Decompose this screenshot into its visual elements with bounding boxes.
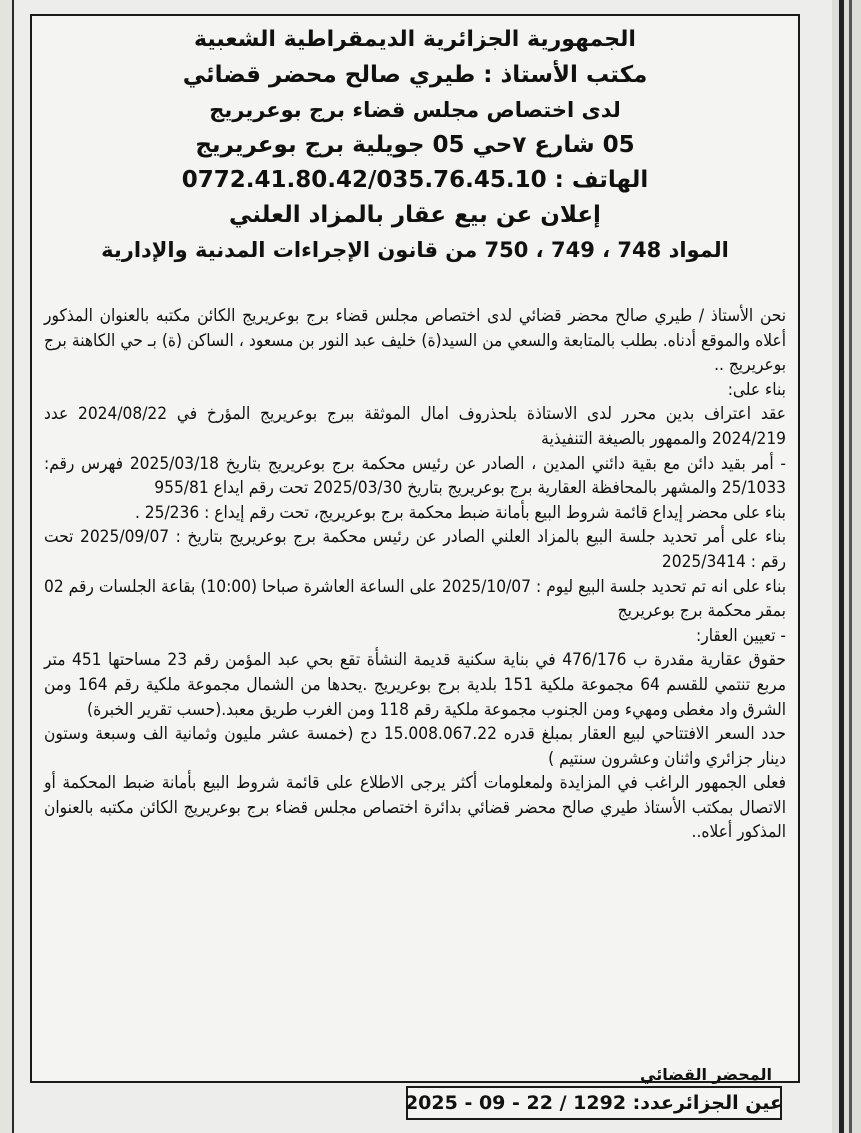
paragraph-creditor-order: - أمر بقيد دائن مع بقية دائني المدين ، الصادر عن رئيس محكمة برج بوعريريج بتاريخ 2025/03/18 فهرس رقم: 25/1033 والمشهر بالمحافظة العقارية برج بوعريريج بتاريخ 2025/03/30 تحت رقم ايداع 955/81 (44, 453, 786, 499)
paragraph-public-notice: فعلى الجمهور الراغب في المزايدة ولمعلومات أكثر يرجى الاطلاع على قائمة شروط البيع بأمانة ضبط المحكمة أو الاتصال بمكتب الأستاذ طيري صالح محضر قضائي بدائرة اختصاص مجلس قضاء برج بوعريريج الكائن مكتبه بالعنوان المذكور أعلاه.. (44, 773, 786, 843)
address-line: 05 شارع ٧حي 05 جويلية برج بوعريريج (195, 132, 635, 158)
newspaper-issue-box: عين الجزائرعدد: 1292 / 22 - 09 - 2025 (406, 1086, 782, 1120)
republic-title: الجمهورية الجزائرية الديمقراطية الشعبية (194, 27, 636, 52)
paragraph-session-order: بناء على أمر تحديد جلسة البيع بالمزاد العلني الصادر عن رئيس محكمة برج بوعريريج بتاريخ : 2025/09/07 تحت رقم : 2025/3414 (44, 527, 787, 572)
adjacent-column-rule (849, 0, 852, 1133)
jurisdiction-line: لدى اختصاص مجلس قضاء برج بوعريريج (209, 98, 621, 122)
announcement-frame (30, 14, 800, 1083)
bailiff-signature: المحضر القضائي (640, 1065, 773, 1084)
paragraph-property-description: حقوق عقارية مقدرة ب 476/176 في بناية سكنية قديمة النشأة تقع بحي عبد المؤمن رقم 23 مساحتها 451 متر مربع تنتمي للقسم 64 مجموعة ملكية 151 بلدية برج بوعريريج .يحدها من الشمال مجموعة ملكية رقم 164 ومن الشرق واد مغطى ومهيء ومن الجنوب مجموعة ملكية رقم 118 ومن الغرب طريق معبد.(حسب تقرير الخبرة) (44, 650, 786, 720)
paragraph-conditions-deposit: بناء على محضر إيداع قائمة شروط البيع بأمانة ضبط محكمة برج بوعريريج، تحت رقم إيداع : 25/236 . (134, 502, 786, 523)
paragraph-opening-price: حدد السعر الافتتاحي لبيع العقار بمبلغ قدره 15.008.067.22 دج (خمسة عشر مليون وثمانية الف وسبعة وستون دينار جزائري واثنان وعشرون سنتيم ) (44, 724, 786, 769)
adjacent-page-edge (832, 0, 861, 1133)
page-left-edge (0, 0, 14, 1133)
announcement-body (44, 304, 786, 1063)
announcement-header (32, 26, 798, 271)
office-title: مكتب الأستاذ : طيري صالح محضر قضائي (182, 62, 648, 88)
legal-articles-line: المواد 748 ، 749 ، 750 من قانون الإجراءات المدنية والإدارية (101, 238, 729, 262)
paragraph-session-date: بناء على انه تم تحديد جلسة البيع ليوم : 2025/10/07 على الساعة العاشرة صباحا (10:00) بقاعة الجلسات رقم 02 بمقر محكمة برج بوعريريج (44, 576, 786, 622)
announcement-title: إعلان عن بيع عقار بالمزاد العلني (229, 202, 601, 228)
phone-line: الهاتف : 0772.41.80.42/035.76.45.10 (181, 167, 649, 193)
property-designation-label: - تعيين العقار: (696, 625, 786, 646)
intro-paragraph: نحن الأستاذ / طيري صالح محضر قضائي لدى اختصاص مجلس قضاء برج بوعريريج الكائن مكتبه بالعنوان المذكور أعلاه والموقع أدناه. بطلب بالمتابعة والسعي من السيد(ة) خليف عبد النور بن مسعود ، الساكن (ة) بـ حي الكاهنة برج بوعريريج .. (44, 306, 786, 376)
adjacent-column-rule (839, 0, 844, 1133)
paragraph-debt-contract: عقد اعتراف بدين محرر لدى الاستاذة بلحذروف امال الموثقة ببرج بوعريريج المؤرخ في 2024/08/22 عدد 2024/219 والممهور بالصيغة التنفيذية (44, 404, 786, 449)
based-on-label: بناء على: (727, 379, 786, 400)
